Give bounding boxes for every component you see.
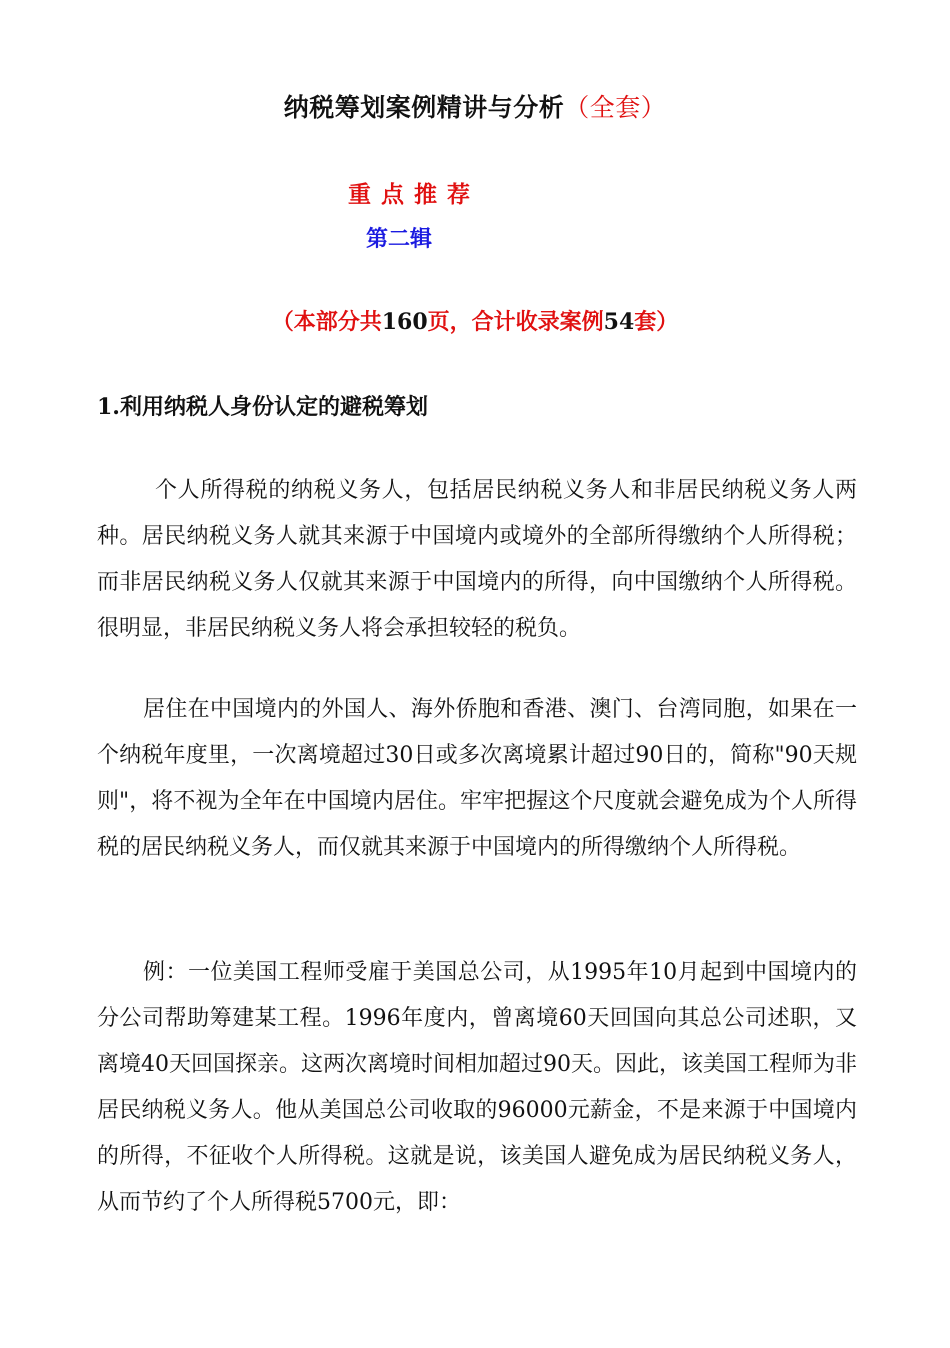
paragraph-3: 例：一位美国工程师受雇于美国总公司，从1995年10月起到中国境内的分公司帮助筹建某工程。1996年度内，曾离境60天回国向其总公司述职，又离境40天回国探亲。这两次离境时间相加超过90天。因此，该美国工程师为非居民纳税义务人。他从美国总公司收取的96000元薪金，不是来源于中国境内的所得，不征收个人所得税。这就是说，该美国人避免成为居民纳税义务人，从而节约了个人所得税5700元，即： [97, 960, 857, 1215]
series-label: 第二辑 [366, 226, 433, 252]
summary-cases: 54 [603, 309, 635, 335]
summary-pages: 160 [381, 309, 428, 335]
summary-text-1: （本部分共 [271, 309, 382, 335]
paragraph-2: 居住在中国境内的外国人、海外侨胞和香港、澳门、台湾同胞，如果在一个纳税年度里，一次离境超过30日或多次离境累计超过90日的，简称"90天规则"，将不视为全年在中国境内居住。牢牢把握这个尺度就会避免成为个人所得税的居民纳税义务人，而仅就其来源于中国境内的所得缴纳个人所得税。 [97, 697, 857, 860]
title-main: 纳税筹划案例精讲与分析 [283, 93, 565, 122]
summary-text-3: 套） [634, 309, 679, 335]
section-heading: 1.利用纳税人身份认定的避税筹划 [97, 394, 428, 420]
recommend-label: 重点推荐 [348, 181, 480, 208]
title-suffix: （全套） [564, 93, 667, 122]
summary-line [0, 305, 950, 336]
document-title [0, 88, 950, 124]
summary-text-2: 页，合计收录案例 [427, 309, 604, 335]
paragraph-1: 个人所得税的纳税义务人，包括居民纳税义务人和非居民纳税义务人两种。居民纳税义务人就其来源于中国境内或境外的全部所得缴纳个人所得税；而非居民纳税义务人仅就其来源于中国境内的所得，向中国缴纳个人所得税。很明显，非居民纳税义务人将会承担较轻的税负。 [97, 478, 857, 641]
